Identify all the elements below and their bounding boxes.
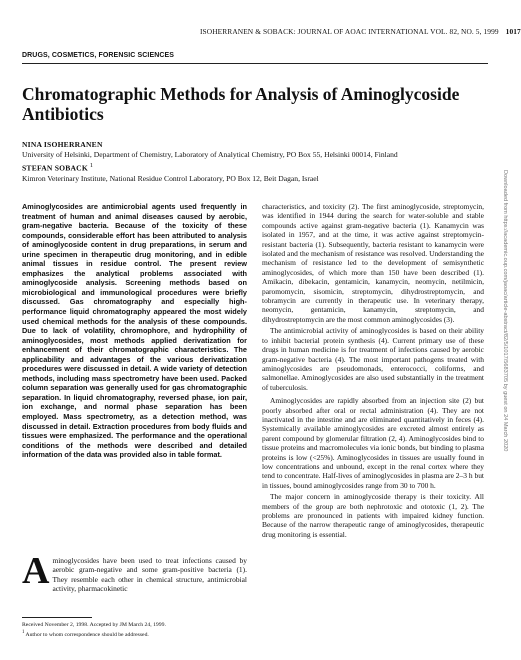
- author-block: [22, 140, 472, 184]
- correspondence-note: Author to whom correspondence should be addressed.: [25, 632, 149, 639]
- body-paragraph-1: characteristics, and toxicity (2). The first aminoglycoside, streptomycin, was identified in 1944 during the search for water-soluble and stable compounds active against gram-negative bacteria (1). Kanamycin was isolated in 1957, and at the time, it was active against streptomycin-resistant bacteria (1). Subsequently, bacteria resistant to kanamycin were isolated and the mechanism of resistance was resolved. Understanding the mechanism of resistance led to the development of semisynthetic aminoglycosides, of which more than 150 have been described (1). Amikacin, dibekacin, gentamicin, kanamycin, neomycin, netilmicin, paromomycin, sisomicin, streptomycin, dihydrostreptomycin, and tobramycin are currently in therapeutic use. In veterinary therapy, neomycin, gentamicin, kanamycin, streptomycin, and dihydrostreptomycin are the most common aminoglycosides (3).: [262, 202, 484, 324]
- footnotes: [22, 617, 247, 639]
- running-head-text: ISOHERRANEN & SOBACK: JOURNAL OF AOAC INTERNATIONAL VOL. 82, NO. 5, 1999: [200, 27, 499, 36]
- intro-text: minoglycosides have been used to treat infections caused by aerobic gram-negative and some gram-positive bacteria (1). They resemble each other in chemical structure, antimicrobial activity, pharmacokinetic: [52, 556, 247, 594]
- author-footnote-marker: 1: [89, 161, 94, 169]
- drop-cap: A: [22, 550, 50, 592]
- running-head: [200, 27, 521, 36]
- body-paragraph-4: The major concern in aminoglycoside therapy is their toxicity. All members of the group are both nephrotoxic and ototoxic (1, 2). The problems are pronounced in patients with impaired kidney function. Because of the narrow therapeutic range of aminoglycosides, therapeutic drug monitoring is essential.: [262, 492, 484, 539]
- footnote-marker: 1: [22, 630, 25, 636]
- section-rule: [22, 63, 488, 64]
- download-watermark: Downloaded from https://academic.oup.com/jaoac/article-abstract/82/5/1017/5683705 by guest on 24 March 2020: [502, 170, 508, 452]
- section-label: DRUGS, COSMETICS, FORENSIC SCIENCES: [22, 52, 175, 59]
- body-paragraph-2: The antimicrobial activity of aminoglycosides is based on their ability to inhibit bacterial protein synthesis (4). Current primary use of these drugs in human medicine is for treatment of infections caused by aerobic gram-negative bacteria (4). The most important pathogens treated with aminoglycosides are pseudomonads, enterococci, coliforms, and salmonellae. Aminoglycosides are also used substantially in the treatment of tuberculosis.: [262, 326, 484, 392]
- received-note: Received November 2, 1998. Accepted by JM March 24, 1999.: [22, 622, 166, 628]
- right-column: [262, 202, 484, 541]
- abstract: Aminoglycosides are antimicrobial agents used frequently in treatment of human and animal diseases caused by aerobic, gram-negative bacteria. Because of the toxicity of these compounds, considerable effort has been attributed to analysis of aminoglycoside content in drug preparations, in serum and urine specimen in therapeutic drug monitoring, and in edible animal tissues in residue control. The present review emphasizes the analytical problems associated with aminoglycoside analysis. Screening methods based on microbiological and immunological procedures were briefly discussed. Gas chromatography and especially high-performance liquid chromatography appeared the most widely used chemical methods for the analysis of these compounds. Due to lack of volatility, chromophore, and hydrophility of aminoglycosides, most methods applied derivatization for enhancement of their chromatographic characteristics. The applicability and advantages of the various derivatization procedures were discussed in detail. A wide variety of detection methods, including mass spectrometry have been used. Packed column separation was generally used for gas chromatographic separation. In liquid chromatography, reversed phase, ion pair, ion exchange, and normal phase separation has been employed. Mass spectrometry, as a detection method, was discussed in detail. Extraction procedures from body fluids and tissues were emphasized. The performance and the operational conditions of the methods were described and detailed information of the data was provided also in table format.: [22, 202, 247, 460]
- article-title: Chromatographic Methods for Analysis of Aminoglycoside Antibiotics: [22, 84, 460, 124]
- intro-paragraph: [22, 550, 247, 594]
- author-name-2: STEFAN SOBACK: [22, 163, 88, 173]
- page-number: 1017: [505, 27, 521, 36]
- author-affiliation-2: Kimron Veterinary Institute, National Residue Control Laboratory, PO Box 12, Beit Dagan, Israel: [22, 173, 319, 183]
- author-affiliation-1: University of Helsinki, Department of Chemistry, Laboratory of Analytical Chemistry, PO Box 55, Helsinki 00014, Finland: [22, 150, 398, 160]
- footnote-rule: [22, 617, 92, 618]
- body-paragraph-3: Aminoglycosides are rapidly absorbed from an injection site (2) but poorly absorbed after oral or rectal administration (4). They are not inactivated in the intestine and are eliminated quantitatively in feces (4). Systemically available aminoglycosides are excreted almost entirely as parent compound by glomerular filtration (2, 4). Aminoglycosides bind to tissue proteins and macromolecules via ionic bonds, but binding to plasma proteins is low (<25%). Aminoglycosides in tissues are usually found in low concentrations and unbound, except in the renal cortex where they tend to concentrate. Half-lives of aminoglycosides in plasma are 2–3 h but in tissues, bound aminoglycosides range from 30 to 700 h.: [262, 396, 484, 490]
- author-name-1: NINA ISOHERRANEN: [22, 140, 103, 149]
